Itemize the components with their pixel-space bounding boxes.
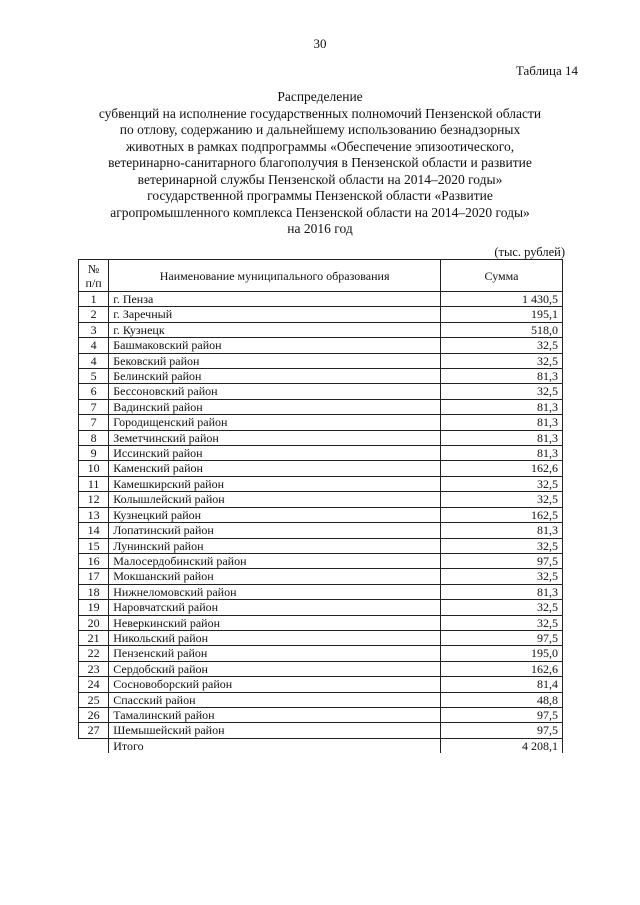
table-row xyxy=(79,322,563,337)
table-row xyxy=(79,615,563,630)
row-sum: 97,5 xyxy=(440,723,562,738)
row-sum: 48,8 xyxy=(440,692,562,707)
table-row xyxy=(79,384,563,399)
table-row xyxy=(79,600,563,615)
table-row xyxy=(79,677,563,692)
row-sum: 162,6 xyxy=(440,461,562,476)
row-sum: 81,3 xyxy=(440,523,562,538)
table-row xyxy=(79,507,563,522)
units-label: (тыс. рублей) xyxy=(494,245,565,259)
header-number xyxy=(79,260,109,292)
row-number: 3 xyxy=(79,322,109,337)
row-name: Камешкирский район xyxy=(109,476,441,491)
table-row xyxy=(79,492,563,507)
row-number: 7 xyxy=(79,415,109,430)
row-name: Каменский район xyxy=(109,461,441,476)
row-sum: 32,5 xyxy=(440,338,562,353)
row-number: 22 xyxy=(79,646,109,661)
row-sum: 32,5 xyxy=(440,615,562,630)
page-number: 30 xyxy=(313,36,327,51)
header-sum: Сумма xyxy=(440,260,562,292)
row-name: Нижнеломовский район xyxy=(109,584,441,599)
row-sum: 32,5 xyxy=(440,569,562,584)
row-name: Башмаковский район xyxy=(109,338,441,353)
heading-line: ветеринарной службы Пензенской области на 2014–2020 годы» xyxy=(137,171,503,187)
row-sum: 97,5 xyxy=(440,553,562,568)
row-number: 25 xyxy=(79,692,109,707)
row-name: Земетчинский район xyxy=(109,430,441,445)
row-number: 14 xyxy=(79,523,109,538)
table-row xyxy=(79,399,563,414)
table-row xyxy=(79,553,563,568)
row-number: 12 xyxy=(79,492,109,507)
heading-line: животных в рамках подпрограммы «Обеспечение эпизоотического, xyxy=(125,138,515,154)
header-number-line2: п/п xyxy=(85,275,102,290)
row-name: г. Заречный xyxy=(109,307,441,322)
table-row xyxy=(79,630,563,645)
row-number: 20 xyxy=(79,615,109,630)
row-number: 1 xyxy=(79,292,109,307)
row-name: Пензенский район xyxy=(109,646,441,661)
row-number: 8 xyxy=(79,430,109,445)
row-name: Тамалинский район xyxy=(109,707,441,722)
row-number: 24 xyxy=(79,677,109,692)
header-name: Наименование муниципального образования xyxy=(109,260,441,292)
row-sum: 97,5 xyxy=(440,707,562,722)
table-row xyxy=(79,569,563,584)
heading-line: государственной программы Пензенской области «Развитие xyxy=(147,188,493,203)
row-sum: 81,3 xyxy=(440,584,562,599)
row-name: г. Кузнецк xyxy=(109,322,441,337)
header-number-line1: № xyxy=(87,261,100,276)
row-number: 7 xyxy=(79,399,109,414)
row-name: Наровчатский район xyxy=(109,600,441,615)
document-heading xyxy=(70,89,570,238)
row-sum: 32,5 xyxy=(440,600,562,615)
heading-line: агропромышленного комплекса Пензенской области на 2014–2020 годы» xyxy=(110,204,530,220)
row-sum: 32,5 xyxy=(440,492,562,507)
table-row xyxy=(79,707,563,722)
table-row xyxy=(79,692,563,707)
row-number: 11 xyxy=(79,476,109,491)
row-name: Белинский район xyxy=(109,369,441,384)
row-name: Бековский район xyxy=(109,353,441,368)
row-name: Иссинский район xyxy=(109,446,441,461)
row-sum: 81,3 xyxy=(440,430,562,445)
row-sum: 32,5 xyxy=(440,353,562,368)
row-number: 16 xyxy=(79,553,109,568)
heading-line: на 2016 год xyxy=(287,221,353,236)
row-sum: 162,5 xyxy=(440,507,562,522)
distribution-table xyxy=(78,259,563,753)
row-sum: 81,3 xyxy=(440,415,562,430)
table-row xyxy=(79,723,563,738)
heading-line: субвенций на исполнение государственных полномочий Пензенской области xyxy=(98,105,542,121)
table-label: Таблица 14 xyxy=(515,63,578,78)
row-name: Спасский район xyxy=(109,692,441,707)
row-sum: 32,5 xyxy=(440,538,562,553)
row-sum: 32,5 xyxy=(440,476,562,491)
table-body xyxy=(79,292,563,754)
row-sum: 162,6 xyxy=(440,661,562,676)
total-number-cell xyxy=(79,738,109,753)
row-name: Городищенский район xyxy=(109,415,441,430)
row-name: Малосердобинский район xyxy=(109,553,441,568)
row-name: Кузнецкий район xyxy=(109,507,441,522)
table-row xyxy=(79,446,563,461)
row-sum: 32,5 xyxy=(440,384,562,399)
row-sum: 81,3 xyxy=(440,369,562,384)
row-name: Неверкинский район xyxy=(109,615,441,630)
table-row xyxy=(79,661,563,676)
table-row xyxy=(79,584,563,599)
row-number: 4 xyxy=(79,338,109,353)
row-name: Сосновоборский район xyxy=(109,677,441,692)
row-name: Бессоновский район xyxy=(109,384,441,399)
row-name: Сердобский район xyxy=(109,661,441,676)
heading-line: ветеринарно-санитарного благополучия в Пензенской области и развитие xyxy=(108,155,532,170)
row-sum: 81,3 xyxy=(440,399,562,414)
table-header-row xyxy=(79,260,563,292)
table-row xyxy=(79,430,563,445)
row-sum: 81,3 xyxy=(440,446,562,461)
table-row xyxy=(79,461,563,476)
row-name: Лопатинский район xyxy=(109,523,441,538)
row-sum: 518,0 xyxy=(440,322,562,337)
row-sum: 81,4 xyxy=(440,677,562,692)
row-name: Вадинский район xyxy=(109,399,441,414)
row-number: 17 xyxy=(79,569,109,584)
table-row xyxy=(79,369,563,384)
table-row xyxy=(79,476,563,491)
row-number: 18 xyxy=(79,584,109,599)
table-row xyxy=(79,415,563,430)
table-row xyxy=(79,538,563,553)
row-number: 21 xyxy=(79,630,109,645)
total-label: Итого xyxy=(109,738,441,753)
row-number: 15 xyxy=(79,538,109,553)
row-sum: 97,5 xyxy=(440,630,562,645)
row-sum: 195,0 xyxy=(440,646,562,661)
row-number: 9 xyxy=(79,446,109,461)
row-number: 2 xyxy=(79,307,109,322)
row-sum: 1 430,5 xyxy=(440,292,562,307)
row-number: 19 xyxy=(79,600,109,615)
row-sum: 195,1 xyxy=(440,307,562,322)
row-name: г. Пенза xyxy=(109,292,441,307)
row-number: 26 xyxy=(79,707,109,722)
table-row xyxy=(79,307,563,322)
row-name: Шемышейский район xyxy=(109,723,441,738)
row-name: Никольский район xyxy=(109,630,441,645)
row-number: 23 xyxy=(79,661,109,676)
heading-line: по отлову, содержанию и дальнейшему использованию безнадзорных xyxy=(119,122,521,137)
row-name: Колышлейский район xyxy=(109,492,441,507)
row-number: 4 xyxy=(79,353,109,368)
row-name: Мокшанский район xyxy=(109,569,441,584)
row-number: 27 xyxy=(79,723,109,738)
table-row xyxy=(79,292,563,307)
table-row xyxy=(79,353,563,368)
row-number: 6 xyxy=(79,384,109,399)
total-row xyxy=(79,738,563,753)
table-row xyxy=(79,523,563,538)
row-number: 5 xyxy=(79,369,109,384)
row-number: 10 xyxy=(79,461,109,476)
total-sum: 4 208,1 xyxy=(440,738,562,753)
row-number: 13 xyxy=(79,507,109,522)
table-row xyxy=(79,338,563,353)
heading-line: Распределение xyxy=(277,89,363,104)
table-row xyxy=(79,646,563,661)
row-name: Лунинский район xyxy=(109,538,441,553)
